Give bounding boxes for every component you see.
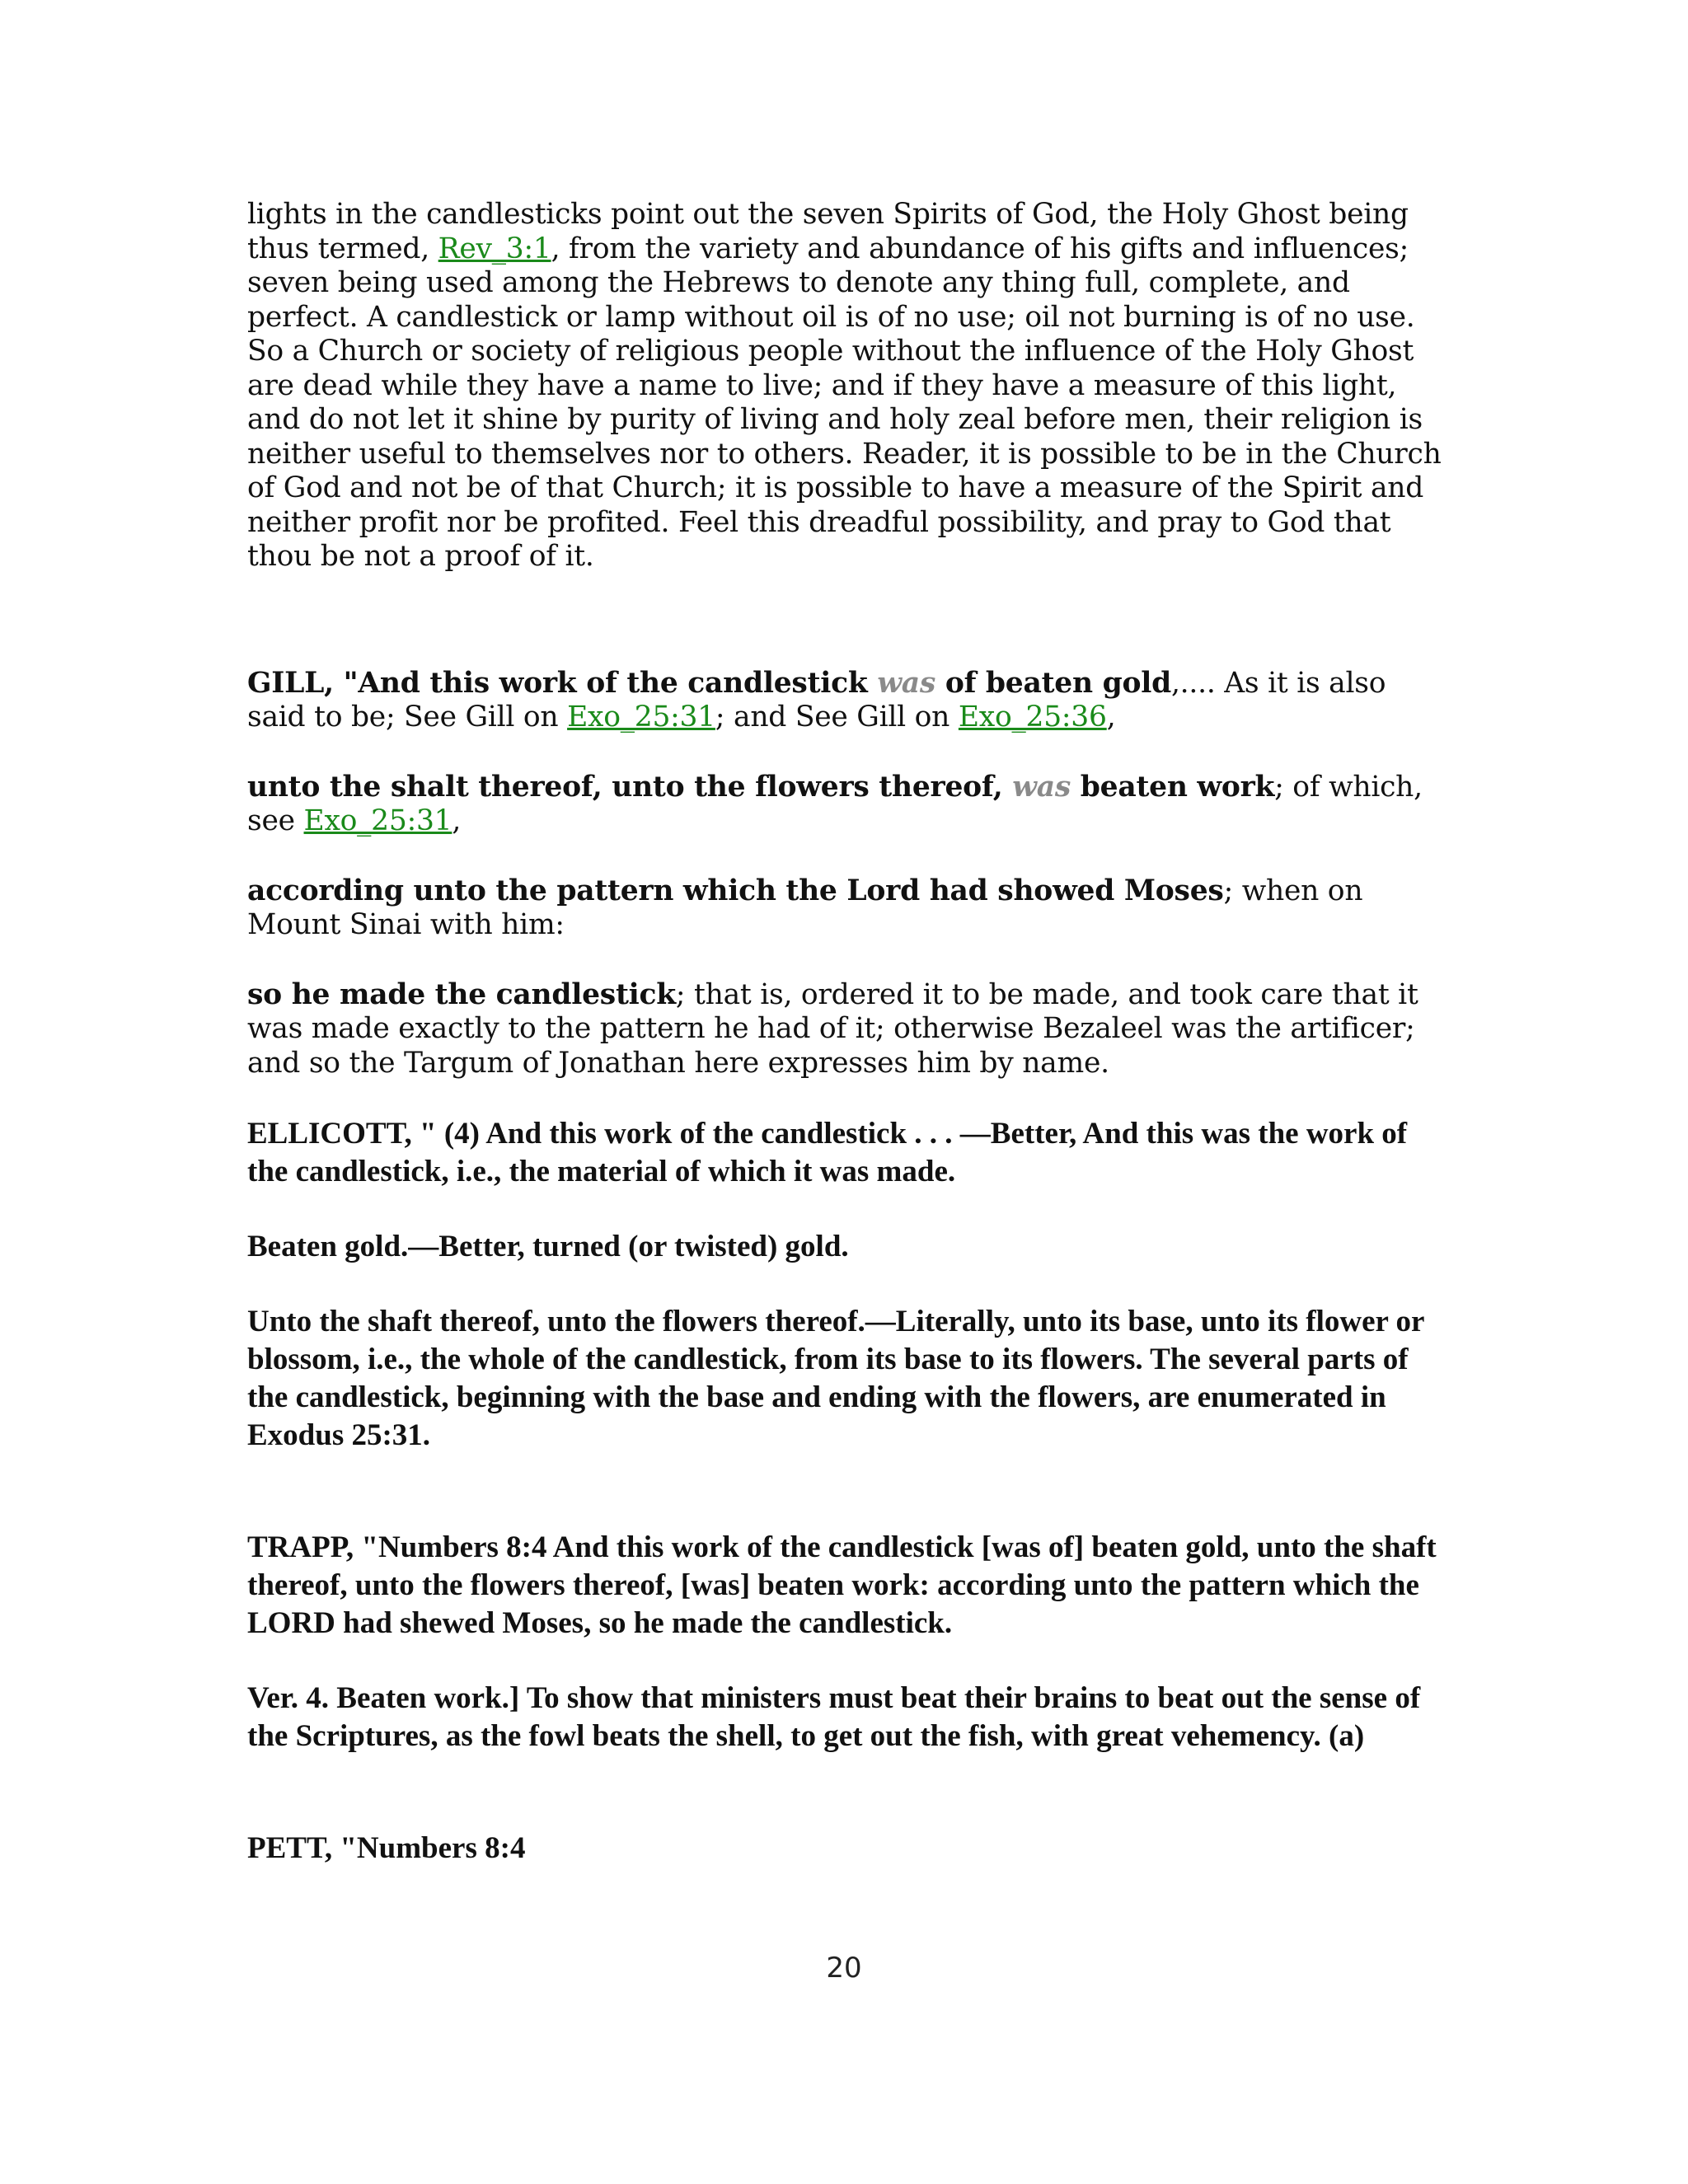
bold-run: of beaten gold xyxy=(935,666,1171,700)
text-run: ; and See Gill on xyxy=(715,701,959,733)
ellicott-paragraph-2: Beaten gold.—Better, turned (or twisted) gold. xyxy=(247,1230,849,1263)
trapp-paragraph-1: TRAPP, "Numbers 8:4 And this work of the candlestick [was of] beaten gold, unto the shaft thereof, unto the flowers thereof, [was] beaten work: according unto the pattern which the LORD had shewed Moses, so he made the candlestick. xyxy=(247,1530,1437,1640)
ellicott-paragraph-3: Unto the shaft thereof, unto the flowers thereof.—Literally, unto its base, unto its flower or blossom, i.e., the whole of the candlestick, from its base to its flowers. The several parts of the candlestick, beginning with the base and ending with the flowers, are enumerated in Exodus 25:31. xyxy=(247,1305,1424,1452)
text-run: lights in the candlesticks point out the seven Spirits of God, the Holy Ghost being thus termed, xyxy=(247,198,1409,265)
text-run: , from the variety and abundance of his gifts and influences; seven being used among the Hebrews to denote any thing full, complete, and perfect. A candlestick or lamp without oil is of no use; oil not burning is of no use. So a Church or society of religious people without the influence of the Holy Ghost are dead while they have a name to live; and if they have a measure of this light, and do not let it shine by purity of living and holy zeal before men, their religion is neither useful to themselves nor to others. Reader, it is possible to be in the Church of God and not be of that Church; it is possible to have a measure of the Spirit and neither profit nor be profited. Feel this dreadful possibility, and pray to God that thou be not a proof of it. xyxy=(247,232,1442,573)
ellicott-paragraph-1: ELLICOTT, " (4) And this work of the candlestick . . . —Better, And this was the work of the candlestick, i.e., the material of which it was made. xyxy=(247,1117,1408,1188)
text-run: , xyxy=(1106,701,1116,733)
bold-run: GILL, "And this work of the candlestick xyxy=(247,666,878,700)
trapp-paragraph-2: Ver. 4. Beaten work.] To show that ministers must beat their brains to beat out the sense of the Scriptures, as the fowl beats the shell, to get out the fish, with great vehemency. (a) xyxy=(247,1681,1421,1753)
bold-run: so he made the candlestick xyxy=(247,977,676,1011)
bold-run: according unto the pattern which the Lord had showed Moses xyxy=(247,874,1224,907)
page-content xyxy=(247,198,1451,1868)
text-run: ; that is, ordered it to be made, and took care that it was made exactly to the pattern he had of it; otherwise Bezaleel was the artificer; and so the Targum of Jonathan here expresses him by name. xyxy=(247,977,1418,1080)
text-run: ,.... As it is also said to be; See Gill on xyxy=(247,666,1386,733)
bold-run: unto the shalt thereof, unto the flowers thereof, xyxy=(247,770,1013,804)
scripture-link-exo-25-31[interactable]: Exo_25:31 xyxy=(567,701,715,733)
italic-run: was xyxy=(877,666,936,700)
bold-run: beaten work xyxy=(1071,770,1275,804)
scripture-link-exo-25-31[interactable]: Exo_25:31 xyxy=(303,804,452,837)
gill-paragraph-4 xyxy=(247,978,1451,1081)
text-run: ; when on Mount Sinai with him: xyxy=(247,874,1363,941)
gill-paragraph-2 xyxy=(247,771,1451,839)
clarke-commentary-tail xyxy=(247,198,1451,574)
gill-paragraph-1 xyxy=(247,667,1451,735)
gill-paragraph-3 xyxy=(247,874,1451,943)
scripture-link-exo-25-36[interactable]: Exo_25:36 xyxy=(958,701,1107,733)
text-run: ; of which, see xyxy=(247,770,1423,837)
pett-heading: PETT, "Numbers 8:4 xyxy=(247,1831,526,1865)
italic-run: was xyxy=(1012,770,1071,804)
page-number: 20 xyxy=(826,1952,862,1985)
text-run: , xyxy=(452,804,462,837)
scripture-link-rev-3-1[interactable]: Rev_3:1 xyxy=(438,232,551,265)
